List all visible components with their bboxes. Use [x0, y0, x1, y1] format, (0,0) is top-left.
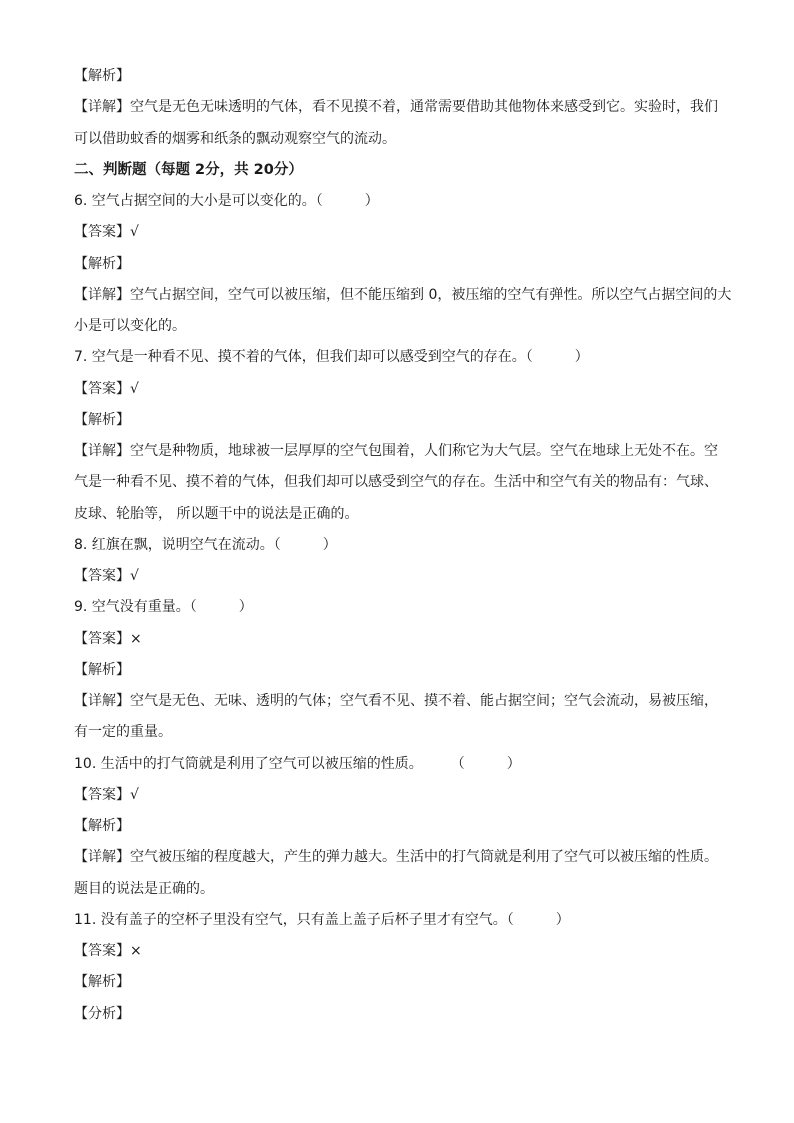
analysis-label: 【解析】 — [74, 256, 130, 272]
analysis-label: 【解析】 — [74, 974, 130, 990]
answer-label: 【答案】√ — [74, 568, 139, 584]
question-8: 8. 红旗在飘，说明空气在流动。（ ） — [74, 537, 337, 553]
detail-text: 小是可以变化的。 — [74, 318, 186, 334]
answer-label: 【答案】√ — [74, 787, 139, 803]
answer-label: 【答案】√ — [74, 381, 139, 397]
detail-text: 【详解】空气被压缩的程度越大，产生的弹力越大。生活中的打气筒就是利用了空气可以被压缩的性质。 — [74, 849, 718, 865]
question-9: 9. 空气没有重量。（ ） — [74, 599, 253, 615]
detail-text: 【详解】空气是种物质，地球被一层厚厚的空气包围着，人们称它为大气层。空气在地球上无处不在。空 — [74, 443, 718, 459]
detail-text: 皮球、轮胎等， 所以题干中的说法是正确的。 — [74, 506, 359, 522]
answer-label: 【答案】× — [74, 943, 142, 959]
analysis-label: 【解析】 — [74, 68, 130, 84]
answer-label: 【答案】√ — [74, 224, 139, 240]
detail-text: 有一定的重量。 — [74, 724, 172, 740]
answer-label: 【答案】× — [74, 631, 142, 647]
detail-text: 气是一种看不见、摸不着的气体，但我们却可以感受到空气的存在。生活中和空气有关的物品有：气球、 — [74, 474, 718, 490]
detail-text: 【详解】空气是无色无味透明的气体，看不见摸不着，通常需要借助其他物体来感受到它。实验时，我们 — [74, 99, 718, 115]
detail-text: 【详解】空气是无色、无味、透明的气体；空气看不见、摸不着、能占据空间；空气会流动，易被压缩， — [74, 693, 718, 709]
section-title: 二、判断题（每题 2分，共 20分） — [74, 162, 303, 178]
fenxi-label: 【分析】 — [74, 1006, 130, 1022]
analysis-label: 【解析】 — [74, 818, 130, 834]
detail-text: 【详解】空气占据空间，空气可以被压缩，但不能压缩到 0，被压缩的空气有弹性。所以空气占据空间的大 — [74, 287, 732, 303]
question-6: 6. 空气占据空间的大小是可以变化的。（ ） — [74, 193, 379, 209]
analysis-label: 【解析】 — [74, 412, 130, 428]
detail-text: 题目的说法是正确的。 — [74, 881, 214, 897]
question-10: 10. 生活中的打气筒就是利用了空气可以被压缩的性质。 （ ） — [74, 756, 521, 772]
question-7: 7. 空气是一种看不见、摸不着的气体，但我们却可以感受到空气的存在。（ ） — [74, 349, 589, 365]
detail-text: 可以借助蚊香的烟雾和纸条的飘动观察空气的流动。 — [74, 131, 396, 147]
question-11: 11. 没有盖子的空杯子里没有空气，只有盖上盖子后杯子里才有空气。（ ） — [74, 912, 570, 928]
analysis-label: 【解析】 — [74, 662, 130, 678]
